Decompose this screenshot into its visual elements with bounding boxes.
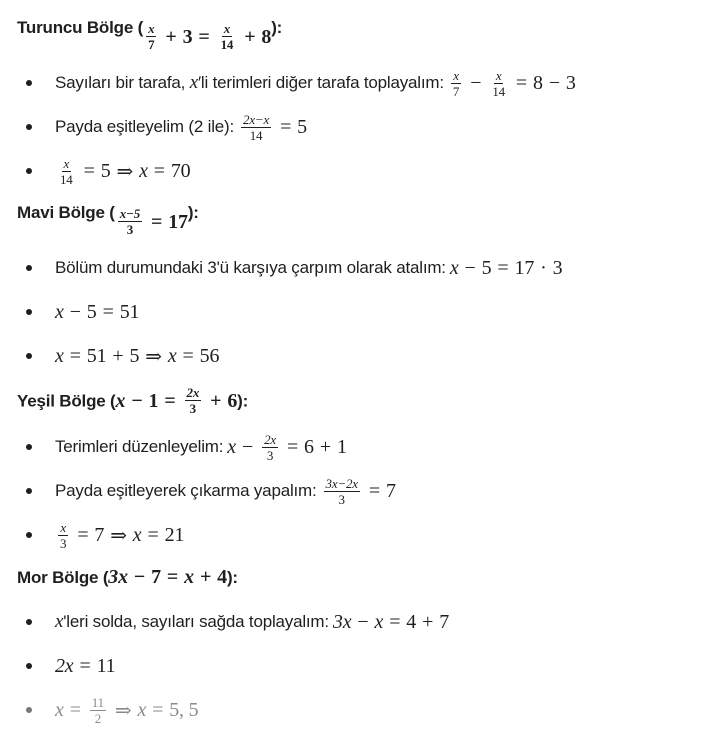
heading-equation: [116, 386, 238, 415]
operator: =: [153, 159, 165, 182]
heading-equation: [115, 207, 188, 236]
operator: −: [241, 435, 254, 458]
operator: −: [548, 71, 560, 94]
text: 'leri solda, sayıları sağda toplayalım:: [63, 612, 329, 631]
variable: x: [115, 389, 126, 412]
operator: −: [464, 256, 476, 279]
section-title: Yeşil Bölge: [17, 391, 106, 411]
heading-equation: [143, 22, 271, 51]
number: 7: [439, 610, 449, 633]
term: 2x: [55, 654, 74, 677]
text: ′li terimleri diğer tarafa toplayalım:: [197, 73, 444, 92]
denominator: 3: [126, 222, 134, 237]
number: 17: [168, 210, 188, 233]
bullet-icon: [26, 309, 32, 315]
denominator: 3: [266, 447, 274, 463]
number: 4: [217, 566, 227, 588]
number: 8: [261, 25, 272, 48]
operator: =: [69, 344, 81, 367]
section-title: Turuncu Bölge: [17, 18, 134, 37]
bullet-icon: [26, 663, 32, 669]
number: 4: [406, 610, 417, 633]
step-item: [17, 149, 705, 193]
step-list: [17, 600, 705, 732]
fraction: [241, 113, 271, 142]
step-label: Bölüm durumundaki 3'ü karşıya çarpım olarak atalım:: [55, 258, 446, 277]
step-item: [17, 246, 705, 290]
number: 3: [565, 71, 576, 94]
operator: =: [102, 300, 114, 323]
section-turuncu: [17, 12, 705, 193]
paren: (: [104, 203, 115, 222]
step-math: [448, 69, 576, 98]
variable: x: [184, 566, 194, 588]
numerator: x−5: [119, 206, 141, 221]
step-math: [238, 113, 307, 142]
implies-icon: ⇒: [114, 699, 132, 722]
number: 7: [151, 566, 161, 588]
variable: x: [374, 610, 384, 633]
operator: =: [182, 344, 194, 367]
operator: =: [79, 654, 91, 677]
step-math: [55, 157, 190, 186]
section-heading: [17, 382, 705, 419]
heading-equation: [108, 565, 227, 589]
result: 70: [170, 159, 191, 182]
operator: +: [112, 344, 124, 367]
bullet-icon: [26, 707, 32, 713]
bullet-icon: [26, 444, 32, 450]
step-item: [17, 644, 705, 688]
step-math: [333, 611, 449, 634]
term: 3x: [108, 566, 128, 588]
number: 3: [552, 256, 563, 279]
numerator: 2x−x: [243, 111, 270, 127]
operator: =: [69, 698, 81, 721]
number: 1: [148, 389, 159, 412]
section-mor: [17, 561, 705, 732]
bullet-icon: [26, 265, 32, 271]
bullet-icon: [26, 532, 32, 538]
operator: +: [165, 25, 177, 48]
result: 5, 5: [169, 698, 199, 721]
operator: =: [286, 435, 299, 458]
step-item: [17, 513, 705, 557]
paren: ):: [237, 391, 249, 411]
step-item: [17, 334, 705, 378]
step-math: [55, 344, 219, 369]
variable: x: [55, 300, 64, 323]
numerator: x: [60, 519, 66, 535]
number: 5: [86, 300, 97, 323]
term: 3x: [332, 610, 352, 633]
paren: ):: [271, 18, 283, 37]
operator: ·: [540, 256, 547, 279]
variable: x: [55, 611, 64, 632]
variable: x: [137, 698, 147, 721]
operator: =: [198, 25, 210, 48]
denominator: 2: [94, 710, 101, 726]
bullet-icon: [26, 168, 32, 174]
operator: +: [210, 389, 222, 412]
paren: (: [105, 391, 116, 411]
step-math: [227, 433, 346, 462]
step-label: [55, 72, 444, 94]
numerator: x: [223, 21, 231, 36]
step-math: [321, 477, 396, 506]
variable: x: [55, 698, 64, 721]
step-item: [17, 61, 705, 105]
numerator: 2x: [186, 385, 200, 400]
number: 51: [86, 344, 107, 367]
numerator: 3x−2x: [325, 475, 358, 491]
operator: +: [199, 566, 212, 588]
step-label: Payda eşitleyelim (2 ile):: [55, 117, 235, 136]
section-title: Mavi Bölge: [17, 203, 105, 222]
denominator: 7: [148, 37, 155, 52]
fraction: [58, 157, 75, 186]
paren: (: [133, 18, 144, 37]
step-label: Payda eşitleyerek çıkarma yapalım:: [55, 481, 317, 500]
operator: =: [368, 479, 380, 502]
bullet-icon: [26, 353, 32, 359]
number: 6: [227, 389, 238, 412]
section-heading: [17, 561, 705, 594]
operator: =: [164, 389, 176, 412]
step-item: [17, 425, 705, 469]
bullet-icon: [26, 619, 32, 625]
variable: x: [227, 435, 236, 458]
step-list: [17, 246, 705, 378]
number: 7: [385, 479, 396, 502]
fraction: [490, 69, 507, 98]
section-heading: [17, 197, 705, 240]
implies-icon: ⇒: [116, 160, 134, 183]
variable: x: [55, 344, 64, 367]
paren: ):: [187, 203, 199, 222]
step-label: [55, 611, 329, 633]
number: 5: [481, 256, 492, 279]
fraction: [324, 477, 360, 506]
denominator: 14: [492, 83, 505, 99]
operator: =: [151, 210, 163, 233]
fraction: [58, 521, 68, 550]
operator: −: [131, 389, 143, 412]
section-title: Mor Bölge: [17, 568, 99, 587]
number: 3: [182, 25, 193, 48]
text: Sayıları bir tarafa,: [55, 73, 190, 92]
operator: =: [515, 71, 528, 94]
number: 5: [297, 115, 307, 138]
step-label: Terimleri düzenleyelim:: [55, 437, 224, 456]
variable: x: [167, 344, 177, 367]
result: 56: [199, 344, 220, 367]
step-item: [17, 290, 705, 334]
step-item: [17, 469, 705, 513]
number: 5: [129, 344, 140, 367]
operator: −: [470, 71, 482, 94]
step-item: [17, 600, 705, 644]
denominator: 3: [338, 491, 345, 507]
denominator: 14: [60, 171, 73, 187]
fraction: [451, 69, 461, 98]
bullet-icon: [26, 488, 32, 494]
numerator: x: [495, 67, 502, 83]
denominator: 3: [60, 535, 67, 551]
operator: =: [152, 698, 164, 721]
fraction: [146, 22, 156, 51]
variable: x: [139, 159, 148, 182]
number: 7: [94, 523, 105, 546]
number: 11: [96, 654, 116, 677]
operator: +: [422, 610, 434, 633]
bullet-icon: [26, 124, 32, 130]
numerator: 11: [91, 694, 104, 710]
operator: −: [357, 610, 369, 633]
number: 1: [336, 435, 347, 458]
variable: x: [132, 523, 142, 546]
fraction: [219, 22, 236, 51]
operator: +: [319, 435, 331, 458]
step-list: [17, 425, 705, 557]
operator: =: [389, 610, 401, 633]
variable: x: [449, 256, 459, 279]
step-math: [55, 696, 198, 725]
operator: =: [497, 256, 509, 279]
section-yesil: [17, 382, 705, 557]
operator: =: [83, 159, 95, 182]
denominator: 14: [220, 37, 234, 52]
operator: =: [166, 566, 179, 588]
section-heading: [17, 12, 705, 55]
operator: =: [77, 523, 89, 546]
number: 17: [514, 256, 535, 279]
implies-icon: ⇒: [110, 524, 127, 547]
number: 51: [119, 300, 140, 323]
step-list: [17, 61, 705, 193]
denominator: 7: [452, 83, 460, 99]
denominator: 3: [189, 401, 196, 416]
step-item: [17, 688, 705, 732]
step-math: [55, 521, 184, 550]
step-math: [55, 655, 115, 678]
paren: ):: [226, 568, 238, 587]
operator: =: [147, 523, 159, 546]
fraction: [185, 386, 202, 415]
step-math: [450, 257, 563, 280]
section-mavi: [17, 197, 705, 378]
step-math: [55, 301, 139, 324]
variable: x: [189, 72, 198, 93]
operator: −: [69, 300, 81, 323]
numerator: x: [453, 67, 459, 83]
fraction: [90, 696, 106, 725]
operator: =: [280, 115, 292, 138]
operator: +: [244, 25, 256, 48]
fraction: [118, 207, 142, 236]
number: 8: [533, 71, 543, 94]
bullet-icon: [26, 80, 32, 86]
numerator: x: [148, 21, 155, 36]
number: 5: [100, 159, 111, 182]
denominator: 14: [249, 127, 263, 143]
paren: (: [98, 568, 109, 587]
step-item: [17, 105, 705, 149]
number: 6: [304, 435, 314, 458]
numerator: 2x: [264, 431, 276, 447]
fraction: [262, 433, 278, 462]
result: 21: [164, 523, 185, 546]
operator: −: [133, 566, 146, 588]
numerator: x: [63, 155, 70, 171]
implies-icon: ⇒: [145, 345, 162, 368]
